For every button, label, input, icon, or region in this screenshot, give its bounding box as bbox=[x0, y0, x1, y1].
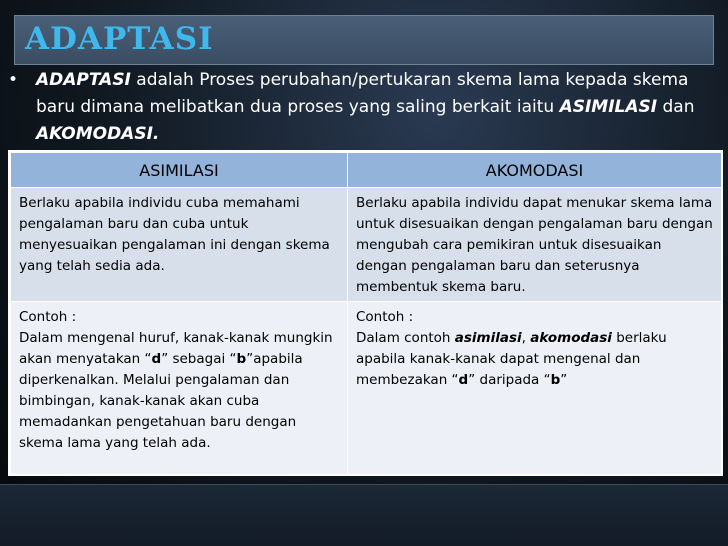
term-adaptasi: ADAPTASI bbox=[36, 70, 131, 90]
cell-asimilasi-definition: Berlaku apabila individu cuba memahami pengalaman baru dan cuba untuk menyesuaikan pengalaman ini dengan skema yang telah sedia ada. bbox=[11, 188, 347, 301]
example-text bbox=[19, 328, 339, 454]
slide-title: ADAPTASI bbox=[25, 21, 214, 57]
term-asimilasi: ASIMILASI bbox=[559, 97, 658, 117]
definition-text bbox=[36, 67, 708, 148]
cell-asimilasi-example bbox=[11, 302, 347, 474]
letter-d: d bbox=[151, 351, 162, 367]
title-bar bbox=[14, 15, 714, 65]
cell-akomodasi-example bbox=[348, 302, 721, 474]
term-akomodasi: AKOMODASI. bbox=[36, 124, 160, 144]
footer-bar bbox=[0, 484, 728, 546]
example-text-part: berlaku apabila kanak-kanak dapat mengenal dan membezakan “ bbox=[356, 330, 667, 388]
comparison-table bbox=[8, 150, 723, 476]
example-text-part: Dalam mengenal huruf, kanak-kanak mungkin akan menyatakan “ bbox=[19, 330, 333, 367]
example-text-part: ” bbox=[560, 372, 568, 388]
example-text bbox=[356, 328, 713, 391]
definition-bullet bbox=[8, 67, 708, 148]
bullet-marker: • bbox=[8, 70, 19, 90]
definition-part-2: dan bbox=[657, 97, 695, 117]
header-akomodasi: AKOMODASI bbox=[347, 153, 721, 187]
header-asimilasi: ASIMILASI bbox=[11, 153, 347, 187]
letter-b: b bbox=[550, 372, 561, 388]
example-label: Contoh : bbox=[19, 309, 77, 325]
cell-akomodasi-definition: Berlaku apabila individu dapat menukar skema lama untuk disesuaikan dengan pengalaman baru dengan mengubah cara pemikiran untuk disesuaikan dengan pengalaman baru dan seterusnya membentuk skema baru. bbox=[348, 188, 721, 301]
example-text-part: Dalam contoh bbox=[356, 330, 455, 346]
example-text-part: ” sebagai “ bbox=[161, 351, 237, 367]
definition-part-1: adalah Proses perubahan/pertukaran skema lama kepada skema baru dimana melibatkan dua proses yang saling berkait iaitu bbox=[36, 70, 689, 117]
example-text-part: , bbox=[521, 330, 531, 346]
term-akomodasi-inline: akomodasi bbox=[530, 330, 612, 346]
letter-d: d bbox=[458, 372, 469, 388]
example-label: Contoh : bbox=[356, 309, 414, 325]
letter-b: b bbox=[236, 351, 247, 367]
example-text-part: ”apabila diperkenalkan. Melalui pengalaman dan bimbingan, kanak-kanak akan cuba memadankan pengetahuan baru dengan skema lama yang telah ada. bbox=[19, 351, 303, 451]
example-text-part: ” daripada “ bbox=[468, 372, 551, 388]
term-asimilasi-inline: asimilasi bbox=[454, 330, 522, 346]
